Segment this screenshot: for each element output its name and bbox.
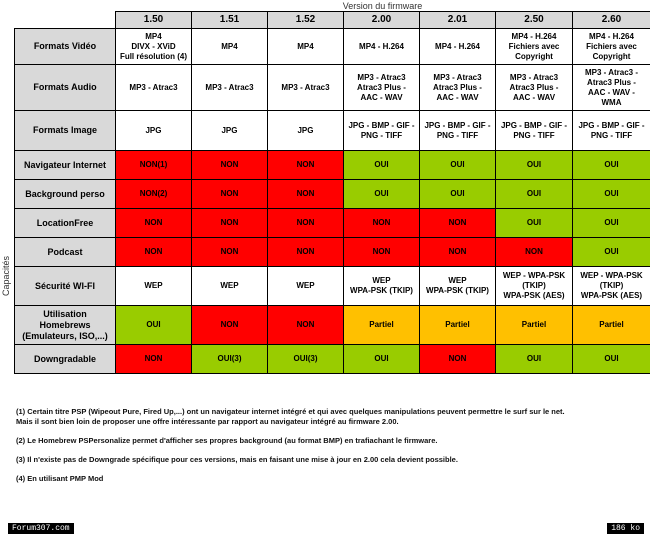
table-cell: MP4 - H.264 Fichiers avec Copyright [573, 29, 650, 65]
table-cell: NON(2) [116, 180, 192, 209]
table-cell: MP3 - Atrac3 Atrac3 Plus - AAC - WAV [420, 65, 496, 111]
version-header-2: 1.52 [268, 12, 344, 29]
row-header: Podcast [15, 238, 116, 267]
table-cell: OUI [573, 345, 650, 374]
table-cell: WEP WPA-PSK (TKIP) [420, 267, 496, 306]
table-cell: MP4 - H.264 [344, 29, 420, 65]
table-cell: WEP WPA-PSK (TKIP) [344, 267, 420, 306]
version-header-3: 2.00 [344, 12, 420, 29]
table-cell: WEP [192, 267, 268, 306]
version-header-5: 2.50 [496, 12, 573, 29]
table-cell: NON [192, 238, 268, 267]
table-row [15, 267, 650, 306]
table-cell: MP3 - Atrac3 [268, 65, 344, 111]
source-watermark: Forum307.com [8, 523, 74, 534]
table-cell: NON [420, 238, 496, 267]
table-cell: OUI [344, 180, 420, 209]
table-row [15, 345, 650, 374]
row-header: Downgradable [15, 345, 116, 374]
table-row [15, 65, 650, 111]
row-header: Navigateur Internet [15, 151, 116, 180]
table-cell: NON [268, 180, 344, 209]
footer-bar [0, 521, 650, 535]
table-cell: NON [496, 238, 573, 267]
row-header: LocationFree [15, 209, 116, 238]
table-cell: OUI [344, 345, 420, 374]
table-cell: WEP [116, 267, 192, 306]
version-header-4: 2.01 [420, 12, 496, 29]
table-cell: NON [420, 209, 496, 238]
table-cell: NON [116, 238, 192, 267]
table-cell: MP3 - Atrac3 Atrac3 Plus - AAC - WAV [496, 65, 573, 111]
row-header: Utilisation Homebrews (Emulateurs, ISO,...) [15, 306, 116, 345]
table-cell: OUI [344, 151, 420, 180]
table-cell: MP3 - Atrac3 [192, 65, 268, 111]
table-cell: NON [344, 209, 420, 238]
footnote-1 [16, 407, 636, 427]
table-cell: NON [268, 151, 344, 180]
firmware-version-title: Version du firmware [342, 1, 423, 11]
table-cell: OUI [573, 151, 650, 180]
row-header: Background perso [15, 180, 116, 209]
table-cell: JPG - BMP - GIF - PNG - TIFF [344, 111, 420, 151]
table-row [15, 238, 650, 267]
table-cell: JPG - BMP - GIF - PNG - TIFF [420, 111, 496, 151]
table-cell: MP4 - H.264 Fichiers avec Copyright [496, 29, 573, 65]
table-cell: OUI [573, 209, 650, 238]
table-cell: MP4 DIVX - XViD Full résolution (4) [116, 29, 192, 65]
table-cell: NON [420, 345, 496, 374]
file-size-label: 186 ko [607, 523, 644, 534]
table-cell: NON [344, 238, 420, 267]
table-cell: OUI [496, 209, 573, 238]
table-cell: Partiel [496, 306, 573, 345]
table-cell: MP4 [192, 29, 268, 65]
table-cell: WEP - WPA-PSK (TKIP) WPA-PSK (AES) [573, 267, 650, 306]
table-cell: OUI [116, 306, 192, 345]
table-cell: OUI(3) [192, 345, 268, 374]
table-cell: NON [192, 306, 268, 345]
footnote-3: (3) Il n'existe pas de Downgrade spécifique pour ces versions, mais en faisant une mise à jour en 2.00 cela devient possible. [16, 455, 458, 464]
table-row [15, 209, 650, 238]
footnote-1-line-2: Mais il sont bien loin de proposer une offre intéressante par rapport au navigateur intégré au firmware 2.00. [16, 417, 399, 426]
row-header: Formats Audio [15, 65, 116, 111]
table-cell: Partiel [344, 306, 420, 345]
table-cell: OUI [573, 180, 650, 209]
table-cell: NON(1) [116, 151, 192, 180]
table-cell: Partiel [573, 306, 650, 345]
table-cell: MP3 - Atrac3 - Atrac3 Plus - AAC - WAV - WMA [573, 65, 650, 111]
table-cell: MP4 - H.264 [420, 29, 496, 65]
table-cell: JPG [192, 111, 268, 151]
table-cell: NON [116, 209, 192, 238]
table-cell: NON [192, 209, 268, 238]
firmware-comparison-table [14, 11, 650, 374]
table-cell: NON [116, 345, 192, 374]
table-cell: JPG - BMP - GIF - PNG - TIFF [496, 111, 573, 151]
footnote-1-line-1: (1) Certain titre PSP (Wipeout Pure, Fired Up,...) ont un navigateur internet intégré et qui avec quelques manipulations peuvent permettre le surf sur le net. [16, 407, 565, 416]
footnotes [16, 407, 636, 484]
table-cell: WEP - WPA-PSK (TKIP) WPA-PSK (AES) [496, 267, 573, 306]
table-cell: OUI(3) [268, 345, 344, 374]
row-header: Formats Vidéo [15, 29, 116, 65]
table-cell: NON [192, 180, 268, 209]
table-cell: OUI [496, 151, 573, 180]
table-cell: MP3 - Atrac3 [116, 65, 192, 111]
footnote-2: (2) Le Homebrew PSPersonalize permet d'afficher ses propres background (au format BMP) en trafiachant le firmware. [16, 436, 438, 445]
table-corner [15, 12, 116, 29]
version-header-1: 1.51 [192, 12, 268, 29]
table-cell: Partiel [420, 306, 496, 345]
table-row [15, 111, 650, 151]
table-cell: MP3 - Atrac3 Atrac3 Plus - AAC - WAV [344, 65, 420, 111]
table-cell: OUI [496, 345, 573, 374]
version-header-0: 1.50 [116, 12, 192, 29]
table-cell: NON [268, 238, 344, 267]
table-cell: NON [192, 151, 268, 180]
table-cell: NON [268, 306, 344, 345]
table-cell: OUI [420, 151, 496, 180]
table-cell: OUI [573, 238, 650, 267]
table-cell: OUI [420, 180, 496, 209]
table-cell: MP4 [268, 29, 344, 65]
version-header-row [15, 12, 650, 29]
table-cell: JPG - BMP - GIF - PNG - TIFF [573, 111, 650, 151]
table-cell: JPG [268, 111, 344, 151]
table-row [15, 180, 650, 209]
row-header: Sécurité WI-FI [15, 267, 116, 306]
table-row [15, 151, 650, 180]
table-row [15, 306, 650, 345]
table-cell: OUI [496, 180, 573, 209]
footnote-4: (4) En utilisant PMP Mod [16, 474, 104, 483]
table-row [15, 29, 650, 65]
row-header: Formats Image [15, 111, 116, 151]
table-cell: WEP [268, 267, 344, 306]
table-cell: NON [268, 209, 344, 238]
table-cell: JPG [116, 111, 192, 151]
version-header-6: 2.60 [573, 12, 650, 29]
capacities-side-label: Capacités [1, 255, 11, 297]
